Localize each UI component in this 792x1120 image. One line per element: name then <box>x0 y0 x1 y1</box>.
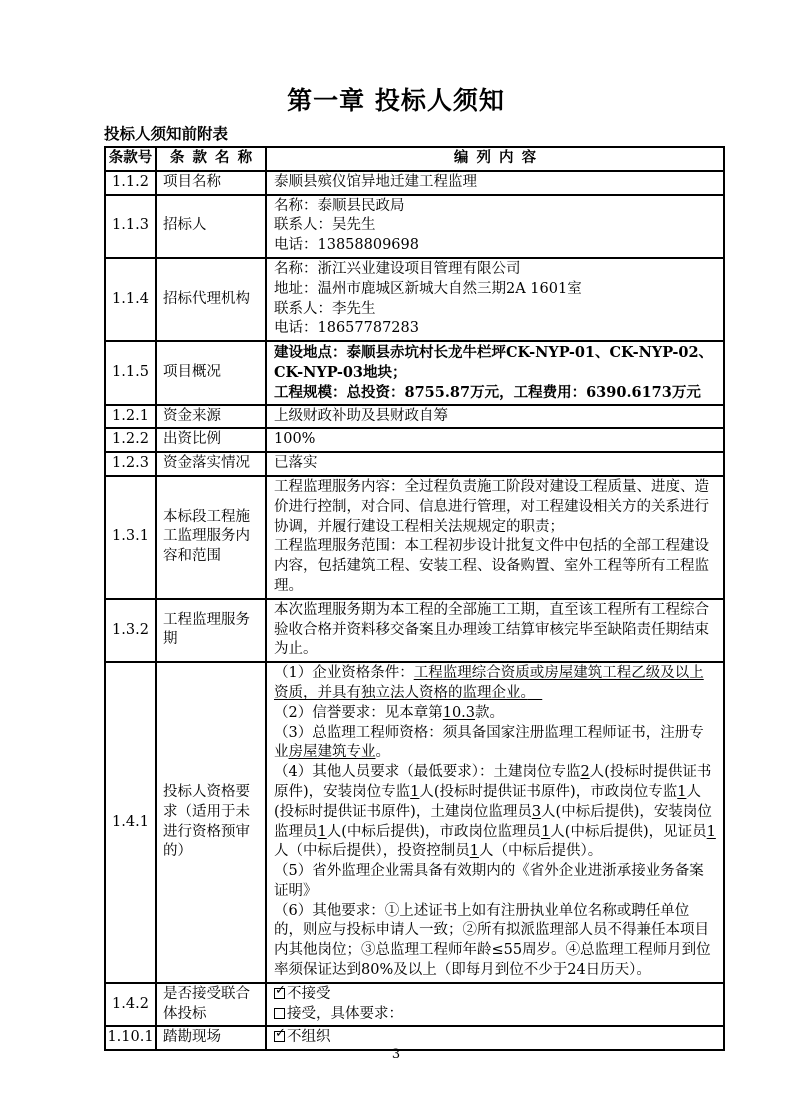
table-row-1-1-5 <box>105 341 724 404</box>
text-segment: 接受，具体要求： <box>287 1005 403 1022</box>
table-row-1-2-3 <box>105 452 724 476</box>
text-segment: 人(投标时提供证书原件)，市政岗位专监 <box>419 783 678 800</box>
text-segment: 已落实 <box>274 455 318 472</box>
page-title: 第一章 投标人须知 <box>287 86 505 115</box>
text-segment: 联系人：吴先生 <box>274 217 376 234</box>
clause-content <box>266 983 724 1027</box>
table-caption: 投标人须知前附表 <box>104 125 229 143</box>
text-segment: （5）省外监理企业需具备有效期内的《省外企业进浙承接业务备案证明》 <box>274 863 704 899</box>
content-paragraph <box>274 1028 718 1048</box>
table-row-1-2-1 <box>105 405 724 429</box>
content-paragraph <box>274 704 718 724</box>
text-segment: （4）其他人员要求（最低要求）：土建岗位专监 <box>274 764 581 781</box>
header-clause-no: 条款号 <box>105 147 156 171</box>
text-segment: 100% <box>274 431 316 448</box>
clause-name: 是否接受联合体投标 <box>156 983 266 1027</box>
underlined-text: 1 <box>410 783 420 800</box>
content-paragraph <box>274 664 718 704</box>
text-segment: 工程规模：总投资：8755.87万元，工程费用：6390.6173万元 <box>274 383 701 401</box>
table-row-1-2-2 <box>105 428 724 452</box>
table-row-1-4-1 <box>105 662 724 983</box>
content-paragraph <box>274 902 718 981</box>
text-segment: 建设地点：泰顺县赤坑村长龙牛栏坪CK-NYP-01、CK-NYP-02、CK-NYP-03地块； <box>274 344 714 381</box>
text-segment: 电话：13858809698 <box>274 237 419 254</box>
clause-content <box>266 341 724 404</box>
table-row-1-1-3 <box>105 195 724 258</box>
clause-number: 1.2.1 <box>105 405 156 429</box>
table-header-row <box>105 147 724 171</box>
clause-number: 1.10.1 <box>105 1026 156 1050</box>
content-paragraph <box>274 862 718 902</box>
content-paragraph <box>274 537 718 596</box>
underlined-text: 1 <box>469 843 479 860</box>
underlined-text: 1 <box>317 823 327 840</box>
text-segment: 人（中标后提供）。 <box>478 843 603 860</box>
content-paragraph <box>274 724 718 764</box>
clause-content <box>266 452 724 476</box>
content-paragraph <box>274 197 718 217</box>
clause-number: 1.3.1 <box>105 476 156 599</box>
table-row-1-3-1 <box>105 476 724 599</box>
clause-name: 本标段工程施工监理服务内容和范围 <box>156 476 266 599</box>
checkbox-checked-icon <box>274 1026 286 1042</box>
content-paragraph <box>274 982 718 1005</box>
clause-number: 1.1.2 <box>105 171 156 195</box>
clause-number: 1.1.3 <box>105 195 156 258</box>
clause-number: 1.2.2 <box>105 428 156 452</box>
content-paragraph <box>274 300 718 320</box>
text-segment: 不接受 <box>287 985 331 1002</box>
underlined-text: 房屋建筑专业 <box>288 744 376 761</box>
text-segment: （1）企业资格条件： <box>274 665 414 682</box>
text-segment: 。 <box>375 744 390 761</box>
clause-content <box>266 599 724 662</box>
underlined-text: 1 <box>677 783 687 800</box>
underlined-text: 工程监理综合资质或房屋建筑工程乙级及以上资质，并具有独立法人资格的监理企业。 <box>274 665 704 701</box>
clause-content <box>266 171 724 195</box>
text-segment: （2）信誉要求：见本章第 <box>274 704 443 721</box>
clause-name: 招标代理机构 <box>156 258 266 341</box>
checkbox-unchecked-icon <box>274 1008 285 1019</box>
clause-number: 1.1.5 <box>105 341 156 404</box>
content-paragraph <box>274 478 718 537</box>
clause-name: 出资比例 <box>156 428 266 452</box>
content-paragraph <box>274 383 718 403</box>
text-segment: 款。 <box>475 704 505 721</box>
clause-name: 工程监理服务期 <box>156 599 266 662</box>
clause-name: 资金落实情况 <box>156 452 266 476</box>
clause-number: 1.2.3 <box>105 452 156 476</box>
underlined-text: 10.3 <box>442 704 476 721</box>
text-segment: 泰顺县殡仪馆异地迁建工程监理 <box>274 173 477 190</box>
text-segment: 工程监理服务内容：全过程负责施工阶段对建设工程质量、进度、造价进行控制，对合同、信息进行管理，对工程建设相关方的关系进行协调，并履行建设工程相关法规规定的职责； <box>274 478 709 535</box>
clause-number: 1.3.2 <box>105 599 156 662</box>
clause-name: 踏勘现场 <box>156 1026 266 1050</box>
clause-content <box>266 428 724 452</box>
text-segment: 电话：18657787283 <box>274 320 419 337</box>
text-segment: 地址：温州市鹿城区新城大自然三期2A 1601室 <box>274 280 582 297</box>
text-segment: （6）其他要求：①上述证书上如有注册执业单位名称或聘任单位的，则应与投标申请人一致；②所有拟派监理部人员不得兼任本项目内其他岗位；③总监理工程师年龄≤55周岁。④总监理工程师月到位率须保证达到80%及以上（即每月到位不少于24日历天）。 <box>274 902 711 979</box>
checkbox-checked-icon <box>274 982 286 999</box>
clause-content <box>266 405 724 429</box>
underlined-text: 2 <box>580 764 590 781</box>
clause-content <box>266 258 724 341</box>
underlined-text: 1 <box>706 823 716 840</box>
clause-content <box>266 662 724 983</box>
clause-number: 1.4.2 <box>105 983 156 1027</box>
content-paragraph <box>274 173 718 193</box>
check-mark-glyph: ✓ <box>275 1026 286 1042</box>
text-segment: 人(投标时提供证书原件)，土建岗位监理员 <box>274 783 701 820</box>
text-segment: 名称：浙江兴业建设项目管理有限公司 <box>274 260 521 277</box>
clause-name: 项目名称 <box>156 171 266 195</box>
clause-name: 资金来源 <box>156 405 266 429</box>
content-paragraph <box>274 236 718 256</box>
underlined-text <box>528 685 543 701</box>
content-paragraph <box>274 216 718 236</box>
content-paragraph <box>274 430 718 450</box>
text-segment: 工程监理服务范围：本工程初步设计批复文件中包括的全部工程建设内容，包括建筑工程、安装工程、设备购置、室外工程等所有工程监理。 <box>274 538 709 594</box>
content-paragraph <box>274 407 718 427</box>
text-segment: 不组织 <box>287 1029 331 1046</box>
table-row-1-1-2 <box>105 171 724 195</box>
clause-name: 投标人资格要求（适用于未进行资格预审的） <box>156 662 266 983</box>
text-segment: 名称：泰顺县民政局 <box>274 197 405 214</box>
text-segment: 本次监理服务期为本工程的全部施工工期，直至该工程所有工程综合验收合格并资料移交备案且办理竣工结算审核完毕至缺陷责任期结束为止。 <box>274 601 709 658</box>
header-clause-content: 编 列 内 容 <box>266 147 724 171</box>
bidder-notice-table <box>104 146 725 1051</box>
text-segment: 人(投标时提供证书原件)，安装岗位专监 <box>274 764 712 800</box>
table-row-1-3-2 <box>105 599 724 662</box>
text-segment: 人(中标后提供)，市政岗位监理员 <box>326 823 542 840</box>
content-paragraph <box>274 260 718 280</box>
header-clause-name: 条 款 名 称 <box>156 147 266 171</box>
underlined-text: 1 <box>541 823 551 840</box>
clause-name: 招标人 <box>156 195 266 258</box>
text-segment: 上级财政补助及县财政自筹 <box>274 407 448 424</box>
content-paragraph <box>274 1005 718 1025</box>
text-segment: （3）总监理工程师资格：须具备国家注册监理工程师证书，注册专业 <box>274 724 704 761</box>
content-paragraph <box>274 319 718 339</box>
text-segment: 人（中标后提供），投资控制员 <box>274 843 470 860</box>
table-row-1-1-4 <box>105 258 724 341</box>
check-mark-glyph: ✓ <box>275 982 286 998</box>
clause-number: 1.4.1 <box>105 662 156 983</box>
content-paragraph <box>274 454 718 474</box>
page-number: 3 <box>391 1047 401 1062</box>
table-row-1-4-2 <box>105 983 724 1027</box>
clause-number: 1.1.4 <box>105 258 156 341</box>
clause-content <box>266 195 724 258</box>
clause-name: 项目概况 <box>156 341 266 404</box>
clause-content <box>266 476 724 599</box>
text-segment: 人(中标后提供)，安装岗位监理员 <box>274 803 712 840</box>
content-paragraph <box>274 601 718 660</box>
underlined-text: 3 <box>531 803 542 820</box>
content-paragraph <box>274 763 718 862</box>
text-segment: 联系人：李先生 <box>274 300 376 317</box>
text-segment: 人(中标后提供)，见证员 <box>550 823 707 840</box>
content-paragraph <box>274 280 718 300</box>
content-paragraph <box>274 343 718 383</box>
